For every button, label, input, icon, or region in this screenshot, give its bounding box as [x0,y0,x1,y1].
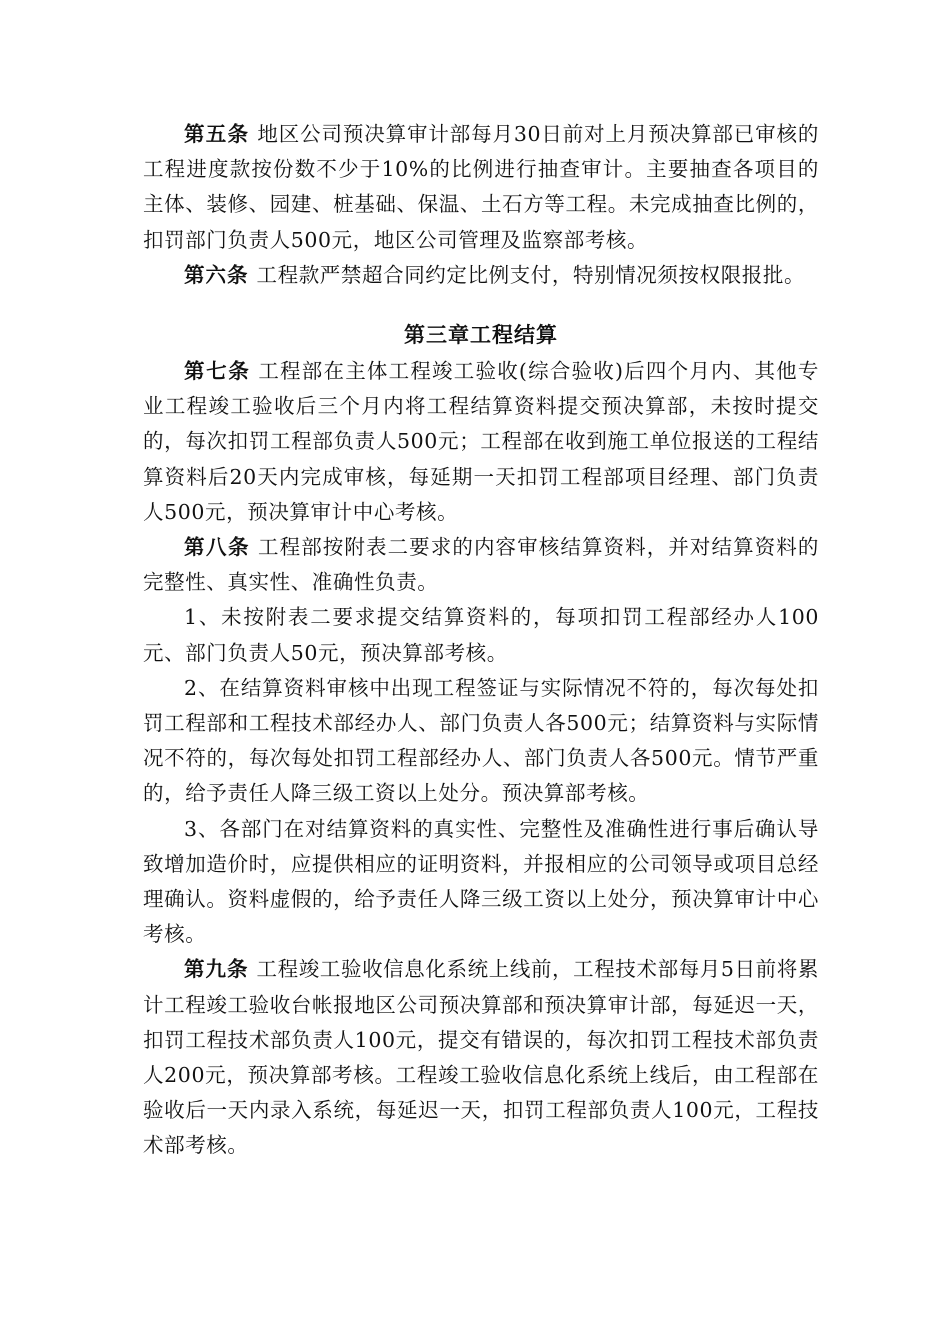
article-5-text: 地区公司预决算审计部每月30日前对上月预决算部已审核的工程进度款按份数不少于10%的比例进行抽查审计。主要抽查各项目的主体、装修、园建、桩基础、保温、土石方等工程。未完成抽查比例的，扣罚部门负责人500元，地区公司管理及监察部考核。 [143,122,819,252]
article-7 [143,354,819,530]
article-9-text: 工程竣工验收信息化系统上线前，工程技术部每月5日前将累计工程竣工验收台帐报地区公司预决算部和预决算审计部，每延迟一天，扣罚工程技术部负责人100元，提交有错误的，每次扣罚工程技术部负责人200元，预决算部考核。工程竣工验收信息化系统上线后，由工程部在验收后一天内录入系统，每延迟一天，扣罚工程部负责人100元，工程技术部考核。 [143,957,819,1158]
document-page [143,117,819,1164]
article-8-item-3: 3、各部门在对结算资料的真实性、完整性及准确性进行事后确认导致增加造价时，应提供相应的证明资料，并报相应的公司领导或项目总经理确认。资料虚假的，给予责任人降三级工资以上处分，预决算审计中心考核。 [143,816,819,947]
article-5 [143,117,819,258]
article-8-text: 工程部按附表二要求的内容审核结算资料，并对结算资料的完整性、真实性、准确性负责。 [143,535,820,595]
article-6-number: 第六条 [184,262,249,287]
article-8-item-2: 2、在结算资料审核中出现工程签证与实际情况不符的，每次每处扣罚工程部和工程技术部经办人、部门负责人各500元；结算资料与实际情况不符的，每次每处扣罚工程部经办人、部门负责人各500元。情节严重的，给予责任人降三级工资以上处分。预决算部考核。 [143,675,819,806]
article-8 [143,530,819,600]
article-8-item-1: 1、未按附表二要求提交结算资料的，每项扣罚工程部经办人100元、部门负责人50元，预决算部考核。 [143,605,819,665]
article-6 [143,258,819,293]
article-9 [143,952,819,1163]
article-6-text: 工程款严禁超合同约定比例支付，特别情况须按权限报批。 [256,262,806,287]
article-7-text: 工程部在主体工程竣工验收(综合验收)后四个月内、其他专业工程竣工验收后三个月内将工程结算资料提交预决算部，未按时提交的，每次扣罚工程部负责人500元；工程部在收到施工单位报送的工程结算资料后20天内完成审核，每延期一天扣罚工程部项目经理、部门负责人500元，预决算审计中心考核。 [143,359,819,524]
article-5-number: 第五条 [184,122,250,146]
article-7-number: 第七条 [184,359,251,384]
chapter-title: 第三章工程结算 [404,322,558,348]
article-9-number: 第九条 [184,957,249,982]
article-8-number: 第八条 [184,535,250,560]
